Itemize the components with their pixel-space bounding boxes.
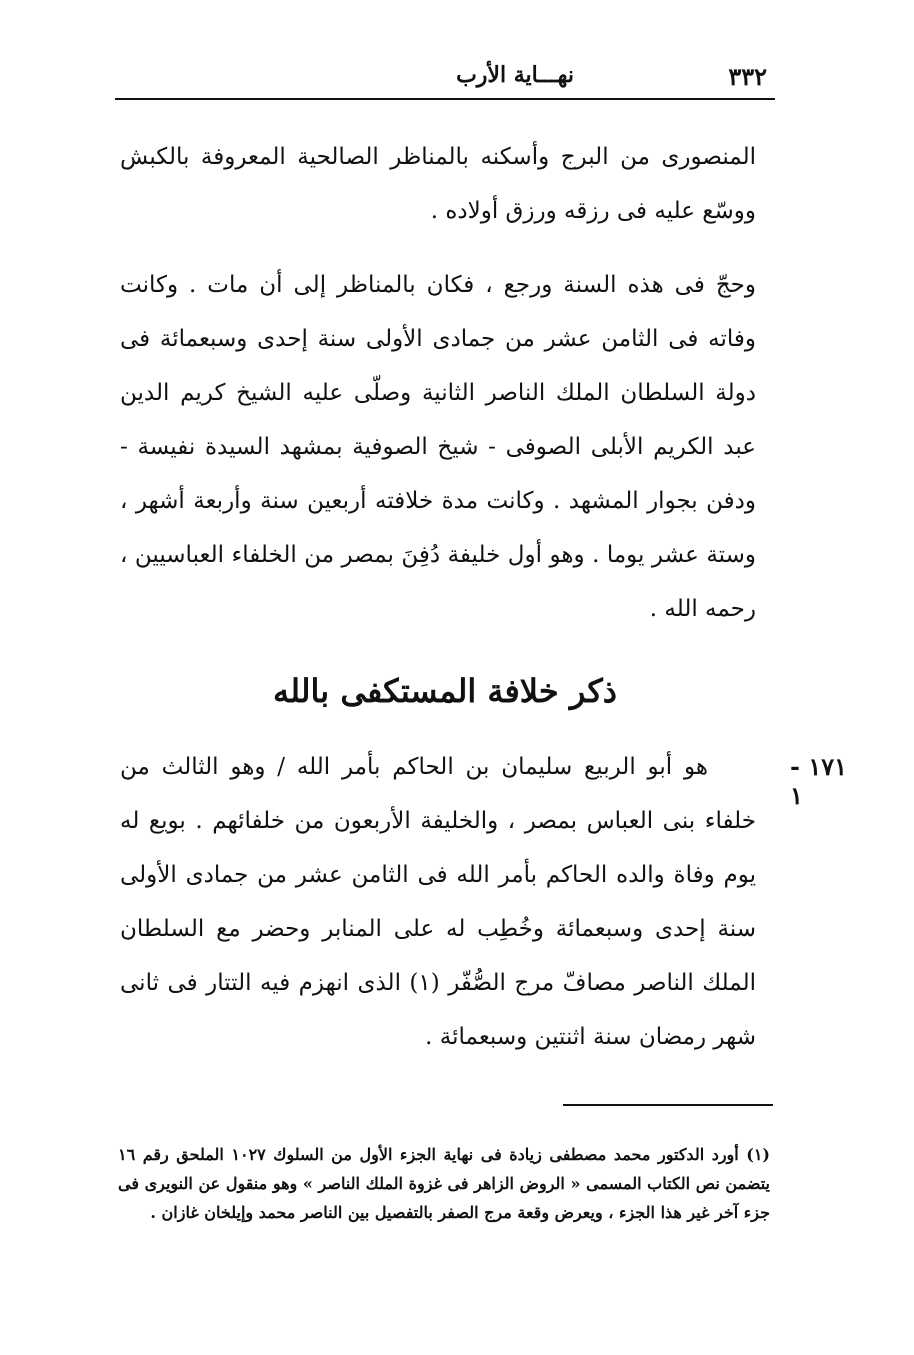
entry-number: ١٧١ - ١ xyxy=(790,752,847,810)
paragraph-1: المنصورى من البرج وأسكنه بالمناظر الصالحية المعروفة بالكبش ووسّع عليه فى رزقه ورزق أولاده . xyxy=(120,144,756,224)
paragraph-2: وحجّ فى هذه السنة ورجع ، فكان بالمناظر إلى أن مات . وكانت وفاته فى الثامن عشر من جمادى الأولى سنة إحدى وسبعمائة فى دولة السلطان الملك الناصر الثانية وصلّى عليه الشيخ كريم الدين عبد الكريم الأبلى الصوفى - شيخ الصوفية بمشهد السيدة نفيسة - ودفن بجوار المشهد . وكانت مدة خلافته أربعين سنة وأربعة أشهر ، وستة عشر يوما . وهو أول خليفة دُفِنَ بمصر من الخلفاء العباسيين ، رحمه الله . xyxy=(120,272,756,622)
section-body: هو أبو الربيع سليمان بن الحاكم بأمر الله / وهو الثالث من خلفاء بنى العباس بمصر ، والخليفة الأربعون من خلفائهم . بويع له يوم وفاة والده الحاكم بأمر الله فى الثامن عشر من جمادى الأولى سنة إحدى وسبعمائة وخُطِب له على المنابر وحضر مع السلطان الملك الناصر مصافّ مرج الصُّفّر (١) الذى انهزم فيه التتار فى ثانى شهر رمضان سنة اثنتين وسبعمائة . xyxy=(120,754,756,1050)
section-title: ذكر خلافة المستكفى بالله xyxy=(273,672,617,710)
page-header xyxy=(115,58,775,100)
running-title: نهـــاية الأرب xyxy=(456,62,574,88)
footnote-divider xyxy=(563,1104,773,1106)
footnote: (١) أورد الدكتور محمد مصطفى زيادة فى نهاية الجزء الأول من السلوك ١٠٢٧ الملحق رقم ١٦ يتضمن نص الكتاب المسمى « الروض الزاهر فى غزوة الملك الناصر » وهو منقول عن النويرى فى جزء آخر غير هذا الجزء ، ويعرض وقعة مرج الصفر بالتفصيل بين الناصر محمد وإيلخان غازان . xyxy=(118,1145,770,1222)
page-number: ٣٣٢ xyxy=(728,62,767,91)
